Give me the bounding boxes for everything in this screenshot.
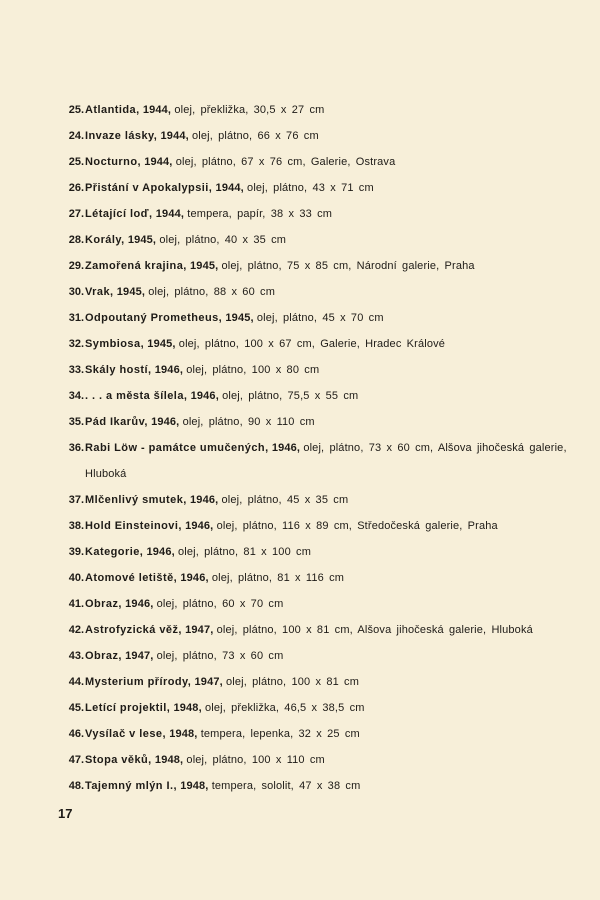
entry-text (85, 435, 598, 487)
artwork-details: olej, překližka, 30,5 x 27 cm (174, 104, 325, 116)
catalog-entry (58, 565, 598, 591)
artwork-year: 1945, (147, 338, 176, 350)
artwork-title: Obraz, (85, 598, 122, 610)
entry-text (85, 383, 598, 409)
artwork-details: olej, plátno, 100 x 81 cm (226, 676, 360, 688)
catalog-entry (58, 721, 598, 747)
catalog-entry (58, 383, 598, 409)
catalog-entry (58, 201, 598, 227)
entry-number: 42. (68, 624, 84, 636)
artwork-year: 1948, (169, 728, 198, 740)
entry-text (85, 617, 598, 643)
artwork-details: olej, plátno, 73 x 60 cm (156, 650, 284, 662)
artwork-details: olej, plátno, 60 x 70 cm (156, 598, 284, 610)
artwork-title: Nocturno, (85, 156, 141, 168)
entry-text (85, 279, 598, 305)
artwork-year: 1946, (190, 390, 219, 402)
entry-text (85, 565, 598, 591)
artwork-year: 1946, (190, 494, 219, 506)
catalog-entry (58, 97, 598, 123)
artwork-details: olej, plátno, 88 x 60 cm (148, 286, 276, 298)
artwork-details: olej, překližka, 46,5 x 38,5 cm (205, 702, 365, 714)
artwork-title: Vysílač v lese, (85, 728, 166, 740)
catalog-entry (58, 773, 598, 799)
artwork-details: olej, plátno, 75 x 85 cm, Národní galerie, Praha (221, 260, 475, 272)
entry-number: 28. (68, 234, 84, 246)
entry-text (85, 669, 598, 695)
artwork-year: 1945, (225, 312, 254, 324)
artwork-year: 1946, (151, 416, 180, 428)
artwork-details: olej, plátno, 75,5 x 55 cm (222, 390, 359, 402)
artwork-details: tempera, sololit, 47 x 38 cm (211, 780, 361, 792)
artwork-details: olej, plátno, 67 x 76 cm, Galerie, Ostrava (175, 156, 396, 168)
artwork-title: Létající loď, (85, 208, 153, 220)
catalog-entry (58, 617, 598, 643)
artwork-title: Kategorie, (85, 546, 144, 558)
entry-number: 41. (68, 598, 84, 610)
artwork-details: tempera, papír, 38 x 33 cm (187, 208, 333, 220)
entry-text (85, 253, 598, 279)
artwork-details: olej, plátno, 81 x 100 cm (178, 546, 312, 558)
entry-number: 36. (68, 442, 84, 454)
catalog-entry (58, 253, 598, 279)
artwork-title: Letící projektil, (85, 702, 171, 714)
entry-text (85, 331, 598, 357)
catalog-entry (58, 669, 598, 695)
entry-number: 39. (68, 546, 84, 558)
artwork-year: 1945, (116, 286, 146, 298)
entry-text (85, 357, 598, 383)
entry-text (85, 409, 598, 435)
artwork-catalog-list (58, 97, 598, 799)
entry-number: 48. (68, 780, 84, 792)
artwork-year: 1946, (180, 572, 209, 584)
catalog-entry (58, 539, 598, 565)
artwork-details: olej, plátno, 40 x 35 cm (159, 234, 287, 246)
artwork-title: Mysterium přírody, (85, 676, 192, 688)
entry-text (85, 305, 598, 331)
catalog-entry (58, 331, 598, 357)
entry-number: 37. (68, 494, 84, 506)
artwork-title: Přistání v Apokalypsii, (85, 182, 213, 194)
artwork-title: . . . a města šílela, (85, 390, 188, 402)
entry-number: 29. (68, 260, 84, 272)
artwork-title: Pád Ikarův, (85, 416, 148, 428)
entry-number: 24. (68, 130, 84, 142)
catalog-entry (58, 357, 598, 383)
catalog-entry (58, 123, 598, 149)
artwork-details: olej, plátno, 100 x 80 cm (186, 364, 320, 376)
entry-number: 43. (68, 650, 84, 662)
entry-number: 26. (68, 182, 84, 194)
entry-text (85, 513, 598, 539)
entry-number: 44. (68, 676, 84, 688)
artwork-details: olej, plátno, 100 x 81 cm, Alšova jihočeská galerie, Hluboká (216, 624, 533, 636)
entry-text (85, 721, 598, 747)
catalog-entry (58, 409, 598, 435)
artwork-year: 1946, (125, 598, 154, 610)
artwork-details: olej, plátno, 100 x 110 cm (186, 754, 325, 766)
artwork-details: olej, plátno, 116 x 89 cm, Středočeská galerie, Praha (216, 520, 498, 532)
catalog-entry (58, 591, 598, 617)
catalog-entry (58, 279, 598, 305)
entry-text (85, 201, 598, 227)
entry-number: 33. (68, 364, 84, 376)
page-number: 17 (58, 806, 73, 821)
artwork-title: Mlčenlivý smutek, (85, 494, 187, 506)
entry-text (85, 591, 598, 617)
catalog-entry (58, 487, 598, 513)
artwork-title: Atlantida, (85, 104, 140, 116)
artwork-year: 1944, (215, 182, 244, 194)
catalog-entry (58, 643, 598, 669)
entry-number: 46. (68, 728, 84, 740)
artwork-year: 1945, (190, 260, 219, 272)
entry-number: 40. (68, 572, 84, 584)
artwork-details: olej, plátno, 66 x 76 cm (192, 130, 319, 142)
artwork-title: Symbiosa, (85, 338, 145, 350)
artwork-title: Vrak, (85, 286, 114, 298)
artwork-year: 1946, (185, 520, 214, 532)
entry-number: 30. (68, 286, 84, 298)
entry-text (85, 747, 598, 773)
catalog-entry (58, 747, 598, 773)
artwork-details: olej, plátno, 90 x 110 cm (182, 416, 315, 428)
entry-text (85, 773, 598, 799)
entry-number: 34. (68, 390, 84, 402)
entry-number: 32. (68, 338, 84, 350)
artwork-year: 1948, (173, 702, 202, 714)
artwork-year: 1947, (194, 676, 223, 688)
artwork-year: 1944, (142, 104, 172, 116)
artwork-title: Rabi Löw - památce umučených, (85, 442, 269, 454)
entry-text (85, 695, 598, 721)
catalog-entry (58, 305, 598, 331)
artwork-year: 1945, (127, 234, 157, 246)
artwork-title: Tajemný mlýn I., (85, 780, 177, 792)
artwork-details: olej, plátno, 81 x 116 cm (211, 572, 345, 584)
entry-number: 45. (68, 702, 84, 714)
entry-text (85, 149, 598, 175)
entry-number: 47. (68, 754, 84, 766)
catalog-entry (58, 175, 598, 201)
artwork-year: 1944, (160, 130, 189, 142)
artwork-year: 1946, (154, 364, 184, 376)
artwork-year: 1944, (155, 208, 185, 220)
artwork-details: tempera, lepenka, 32 x 25 cm (200, 728, 360, 740)
artwork-title: Obraz, (85, 650, 122, 662)
catalog-entry (58, 227, 598, 253)
artwork-title: Korály, (85, 234, 125, 246)
artwork-title: Stopa věků, (85, 754, 152, 766)
entry-text (85, 487, 598, 513)
entry-text (85, 123, 598, 149)
entry-number: 38. (68, 520, 84, 532)
artwork-year: 1946, (271, 442, 301, 454)
artwork-year: 1947, (185, 624, 214, 636)
artwork-title: Skály hostí, (85, 364, 152, 376)
catalog-entry (58, 435, 598, 487)
entry-number: 25. (68, 104, 84, 116)
artwork-title: Odpoutaný Prometheus, (85, 312, 223, 324)
entry-text (85, 227, 598, 253)
artwork-title: Astrofyzická věž, (85, 624, 182, 636)
entry-text (85, 97, 598, 123)
artwork-details: olej, plátno, 45 x 70 cm (256, 312, 384, 324)
entry-number: 35. (68, 416, 84, 428)
entry-text (85, 175, 598, 201)
entry-number: 31. (68, 312, 84, 324)
entry-number: 25. (68, 156, 84, 168)
artwork-details: olej, plátno, 43 x 71 cm (247, 182, 374, 194)
catalog-entry (58, 513, 598, 539)
artwork-year: 1948, (154, 754, 184, 766)
artwork-year: 1946, (146, 546, 175, 558)
entry-number: 27. (68, 208, 84, 220)
artwork-title: Invaze lásky, (85, 130, 158, 142)
artwork-year: 1948, (180, 780, 209, 792)
artwork-details: olej, plátno, 45 x 35 cm (221, 494, 349, 506)
artwork-year: 1947, (125, 650, 154, 662)
artwork-title: Hold Einsteinovi, (85, 520, 182, 532)
entry-text (85, 539, 598, 565)
artwork-details: olej, plátno, 100 x 67 cm, Galerie, Hradec Králové (178, 338, 446, 350)
artwork-title: Atomové letiště, (85, 572, 178, 584)
entry-text (85, 643, 598, 669)
catalog-entry (58, 149, 598, 175)
artwork-title: Zamořená krajina, (85, 260, 187, 272)
artwork-details: olej, plátno, 73 x 60 cm, Alšova jihočeská galerie, Hluboká (85, 442, 567, 480)
artwork-year: 1944, (144, 156, 173, 168)
catalog-entry (58, 695, 598, 721)
